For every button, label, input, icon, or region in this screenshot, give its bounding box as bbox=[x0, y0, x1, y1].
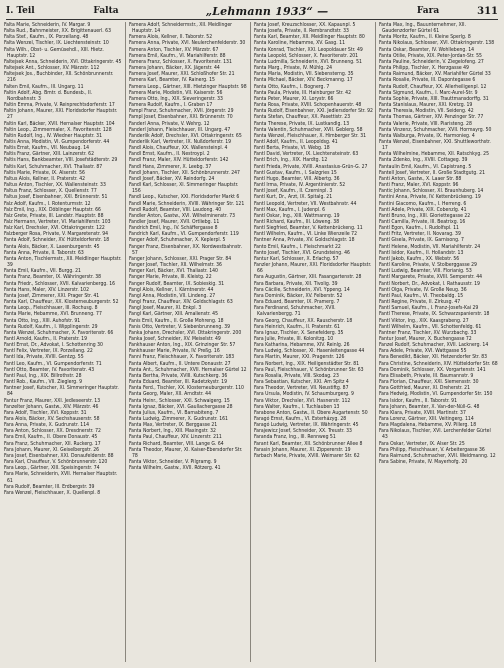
directory-entry: Fanta Friedr., Schlosser, XVII. Kalvarienbergg. 16 bbox=[4, 280, 116, 287]
directory-entry: Famera Emil, Kaufm., VI. Mariahilferstr. 88 bbox=[129, 52, 226, 59]
directory-entry: Faltis Franz, Gärtner, XIII. Lainzerstr. 62 bbox=[4, 151, 94, 158]
directory-entry: Faltejsek Jos., Buchbinder, XII. Schönbrunnerstr. 216 bbox=[4, 71, 114, 84]
directory-entry: Fara Paul, Fleischhauer, V. Schönbrunner Str. 63 bbox=[254, 366, 364, 373]
directory-entry: Fanta Wilhelmine, Hebamme, XII. Ratschkyg. 25 bbox=[379, 151, 489, 158]
directory-entry: Fantl Isidor, Kaufm., II. Hollandstr. 13 bbox=[379, 249, 464, 256]
directory-entry: Fanger Franz, Eisenbahner, XX. Nordwestbahnstr. 57 bbox=[129, 243, 243, 256]
directory-entry: Fantl Paul, Kaufm., VI. Theobaldg. 15 bbox=[379, 292, 464, 299]
directory-entry: Fantl Regine, Private, II. Zirkusg. 47 bbox=[379, 299, 461, 306]
directory-column-2 bbox=[129, 22, 251, 662]
directory-entry: Fanger Johann, Schlosser, XXI. Prager Str. 84 bbox=[129, 255, 232, 262]
directory-entry: Fantl Norbert, Dr., Advokat, I. Rathausstr. 19 bbox=[379, 280, 480, 287]
directory-entry: Fanta Rudolf, Chauffeur, XX. Allerheiligenpl. 12 bbox=[379, 83, 487, 90]
directory-entry: Fara Georg, Chauffeur, XX. Rauscherstr. 18 bbox=[254, 317, 353, 324]
directory-entry: Faragó Ernst, Kaufm., VI. Esterházyg. 28 bbox=[254, 416, 347, 422]
directory-entry: Fanta Otto, Ing., XIII. Auhofstr. 91 bbox=[4, 317, 81, 324]
directory-entry: Fantaulin Emil, Kaufm., VI. Capistrang. 5 bbox=[379, 163, 472, 170]
directory-entry: Fanta Karl, Chauffeur, XX. Klosterneuburgerstr. 52 bbox=[4, 299, 119, 306]
directory-entry: Fanta Otilie, Private, XIX. Peter-Jordan-Str. 55 bbox=[379, 52, 482, 59]
directory-entry: Fanta Sophie, Private, XIII. Trauttmansdorffg. 31 bbox=[379, 95, 489, 102]
directory-entry: Fanta Adolf, Schneider, XV. Hütteldorferstr. 18 bbox=[4, 237, 110, 244]
directory-entry: Fanis Otto, Vertreter, V. Siebenbrunneng. 39 bbox=[129, 323, 231, 330]
directory-entry: Fantl Josef, Kaufm., II. Czerninpl. 3 bbox=[254, 188, 333, 195]
directory-entry: Fandl Johann, Tischler, XII. Schönbrunnerstr. 247 bbox=[129, 169, 240, 176]
directory-entry: Faltejsek Anna, Schneiderin, XVI. Ottakringerstr. 45 bbox=[4, 58, 122, 65]
directory-entry: Fandl Marie, Schneiderin, XVIII. Währinger Str. 121 bbox=[129, 200, 245, 207]
directory-entry: Fantl Viktor, Ing., XIX. Kaasgrabeng. 27 bbox=[379, 317, 469, 324]
directory-entry: Famera Anna, Private, XVI. Neulerchenfelderstr. 30 bbox=[129, 40, 246, 47]
header-title: „Lehmann 1933“ — bbox=[205, 4, 329, 18]
directory-entry: Falta Stef., Kaufm., IX. Porzellang. 48 bbox=[4, 34, 89, 41]
directory-entry: Fantl Fritz, Vertreter, II. Novarag. 39 bbox=[379, 231, 461, 238]
directory-entry: Faltin Karl, Bäcker, XVII. Hernalser Hauptstr. 104 bbox=[4, 120, 115, 127]
directory-entry: Fantl Leo, Kaufm., VI. Gumpendorferstr. 71 bbox=[4, 360, 102, 367]
directory-entry: Famera Marie, Modistin, VII. Kaiserstr. 56 bbox=[129, 89, 223, 96]
directory-entry: Fantl Egon, Kaufm., I. Rudolfspl. 11 bbox=[379, 225, 459, 232]
directory-entry: Fanta Raimund, Bäcker, XV. Mariahilfer Gürtel 33 bbox=[379, 71, 491, 78]
directory-entry: Fara Magdalena, Hebamme, XV. Pillerg. 18 bbox=[379, 422, 477, 429]
directory-entry: Falzberger Rosa, Private, V. Margaretenstr. 94 bbox=[4, 231, 109, 238]
directory-entry: Fantl Arnold, Kaufm., II. Praterstr. 19 bbox=[4, 335, 88, 342]
directory-entry: Fara Augustin, Gärtner, XIII. Fasangartenstr. 28 bbox=[254, 274, 362, 281]
directory-entry: Fantur Josef, Maurer, X. Buchengasse 72 bbox=[379, 335, 472, 342]
directory-entry: Fampl Josef, Eisenbahner, XXI. Brünnerstr. 70 bbox=[129, 114, 233, 121]
directory-entry: Fara Rosalia, Private, VIII. Skodag. 23 bbox=[254, 372, 339, 379]
directory-entry: Fanta Josef, Kreuzschlosser, XX. Kapaunpl. 5 bbox=[254, 22, 356, 28]
header-section-label: I. Teil bbox=[6, 6, 35, 16]
directory-entry: Fantl Paul, Ing., XIX. Billrothstr. 28 bbox=[4, 372, 82, 379]
directory-entry: Famera Rudolf, Kaufm., I. Graben 17 bbox=[129, 102, 213, 109]
directory-entry: Farabone Anton, Gastw., II. Obere Augartenstr. 50 bbox=[254, 409, 368, 416]
directory-entry: Faltus Anton, Tischler, XX. Wallensteinstr. 33 bbox=[4, 182, 106, 189]
directory-entry: Fara Nikolaus, Tischler, XVI. Lerchenfelder Gürtel 43 bbox=[379, 428, 491, 441]
directory-entry: Faltus Alois, Kellner, II. Praterstr. 42 bbox=[4, 175, 86, 182]
directory-entry: Faltin Adolf, Abg. Bmtr. d. Bundesb., II. Nordbahnstr. 3 bbox=[4, 89, 93, 102]
directory-entry: Fara Josef, Eisenbahner, XXI. Donaufelderstr. 88 bbox=[4, 452, 114, 459]
directory-entry: Fanta Stanislaus, Maurer, XXI. Kretzg. 19 bbox=[379, 102, 473, 109]
directory-entry: Fantur Franz, Maurer, XXI. Jedleseerstr. 13 bbox=[4, 397, 101, 404]
directory-entry: Fanta Norbert, Ing., XIII. Maxingstr. 32 bbox=[129, 428, 216, 435]
directory-entry: Fanta Rosa, Private, XVIII. Schopenhauerstr. 48 bbox=[254, 102, 362, 109]
directory-entry: Falz Hermann, Vertreter, VI. Mariahilferstr. 103 bbox=[4, 219, 111, 225]
directory-entry: Fara Walter, Kaufm., I. Tuchlauben 13 bbox=[254, 403, 340, 410]
directory-entry: Fantner Franz, Tischler, XV. Wurzbachg. 33 bbox=[379, 329, 477, 336]
directory-entry: Fanta Georg, Maler, XII. Arndtstr. 44 bbox=[129, 391, 212, 398]
directory-entry: Fara Oskar, Vertreter, IX. Alser Str. 25 bbox=[379, 440, 465, 447]
directory-entry: Fanta Eduard, Beamter, III. Radetzkystr. 19 bbox=[129, 379, 228, 386]
directory-entry: Fantell Josef, Vertreter, II. Große Stadtgutg. 21 bbox=[379, 169, 485, 176]
directory-column-1 bbox=[4, 22, 126, 662]
directory-entry: Fanta Leopold, Schlosser, X. Favoritenstr. 201 bbox=[254, 52, 359, 59]
directory-entry: Fangl Franz, Chauffeur, XIV. Goldschlagstr. 63 bbox=[129, 299, 233, 306]
directory-entry: Fara Heinrich, Kaufm., II. Praterstr. 61 bbox=[254, 323, 340, 330]
directory-entry: Fantl Adolf, Kaufm., II. Leopoldsg. 41 bbox=[254, 138, 338, 145]
directory-entry: Farajewicz Josef, Schneider, XX. Treustr. 33 bbox=[254, 428, 352, 435]
directory-entry: Fantl Karoline, Private, V. Stolberggasse 29 bbox=[379, 262, 477, 269]
directory-entry: Famera Karl, Beamter, IV. Rainerg. 15 bbox=[129, 77, 215, 84]
directory-entry: Fanta Emil, Kaufm., VII. Burgg. 21 bbox=[4, 268, 81, 275]
directory-entry: Falten Emil, Kaufm., III. Ungarg. 11 bbox=[4, 83, 84, 90]
directory-entry: Fantl Leopold, Vertreter, VII. Westbahnstr. 44 bbox=[254, 200, 357, 207]
directory-entry: Falta Wenzel, Tischler, IX. Liechtensteinstr. 10 bbox=[4, 40, 109, 47]
directory-entry: Fanger Marie, Private, III. Kleistg. 22 bbox=[129, 274, 212, 281]
directory-entry: Fantl Wilhelm, Kaufm., VII. Schottenfeldg. 61 bbox=[379, 323, 482, 330]
directory-entry: Fara Karl, Chauffeur, V. Schönbrunnerstr. 120 bbox=[4, 459, 108, 466]
directory-entry: Fanta Maria, Modistin, VII. Siebensterng. 35 bbox=[254, 71, 354, 78]
directory-entry: Fangl Alois, Kellner, I. Kärntnerstr. 44 bbox=[129, 286, 214, 293]
directory-entry: Farant Karl, Beamter, XII. Schönbrunner Allee 8 bbox=[254, 440, 363, 447]
directory-entry: Fara Anton, Schlosser, XX. Dresdnerstr. 72 bbox=[4, 428, 101, 435]
directory-entry: Fara Eduard, Beamter, IX. Pramerg. 7 bbox=[254, 299, 340, 306]
directory-entry: Fanzelter Johann, Gastw., XIV. Märzstr. 46 bbox=[4, 403, 99, 410]
directory-entry: Fandl Hans, Zimmerer, X. Leebg. 37 bbox=[129, 163, 212, 170]
directory-entry: Fanta Julius, Kaufm., VI. Barnabiteng. 7 bbox=[129, 409, 219, 416]
directory-entry: Fanta Bertha, Private, XVIII. Kutschkerg. 36 bbox=[129, 372, 228, 379]
directory-entry: Fanta Valentin, Schuhmacher, XVII. Geblerg. 58 bbox=[254, 126, 363, 133]
directory-entry: Falta Marie, Schneiderin, IV. Margar. 9 bbox=[4, 22, 91, 28]
directory-entry: Falz Adolf, Kaufm., I. Rotenturmstr. 12 bbox=[4, 200, 91, 207]
directory-entry: Fanger Adolf, Schuhmacher, X. Keplerpl. 5 bbox=[129, 237, 226, 244]
directory-entry: Fanta Otto, Kaufm., I. Bognerg. 7 bbox=[254, 83, 330, 90]
directory-entry: Fanderl Johann, Fleischhauer, III. Ungarg. 47 bbox=[129, 126, 231, 133]
directory-entry: Fantl Adele, Private, XIX. Cobenzlg. 41 bbox=[379, 206, 467, 213]
directory-entry: Fara Johann, Maurer, XI. Geiselbergstr. 26 bbox=[4, 446, 100, 453]
directory-entry: Fangl Anna, Modistin, VII. Lindeng. 27 bbox=[129, 292, 216, 299]
directory-entry: Fanta Marg., Private, IV. Mühlg. 24 bbox=[254, 65, 333, 72]
directory-entry: Faltis Marie, Private, IX. Alserstr. 56 bbox=[4, 169, 85, 176]
directory-entry: Fanta Philipp, Tischler, X. Herzgasse 49 bbox=[379, 65, 469, 72]
directory-entry: Fanta Max, Ing., Bauunternehmer, XII. Gaudenzdorfer Gürtel 61 bbox=[379, 22, 466, 35]
directory-entry: Fandl Ernst, Kaufm., II. Nestroypl. 2 bbox=[129, 151, 210, 158]
directory-entry: Fangl Karl, Gärtner, XIII. Amalienstr. 45 bbox=[129, 311, 218, 318]
directory-entry: Fantl Frieda, Private, XVIII. Anastasius-Grün-G. 27 bbox=[254, 163, 368, 170]
directory-entry: Faltin Rudolf, Ing., IV. Wiedner Hauptstr. 31 bbox=[4, 132, 103, 139]
directory-entry: Fantl David, Vertreter, IX. Liechtensteinstr. 63 bbox=[254, 151, 359, 158]
directory-entry: Fanta Heinr., Schlosser, XXI. Schwaigerg. 15 bbox=[129, 397, 230, 404]
directory-entry: Fara Christine, Schneiderin, XIV. Hütteldorfer Str. 68 bbox=[379, 360, 498, 367]
directory-entry: Fantl Olga, Private, IV. Große Neug. 36 bbox=[379, 286, 467, 293]
directory-entry: Fantl Samuel, Kaufm., I. Franz-Josefs-Kai 29 bbox=[379, 305, 479, 312]
directory-column-3 bbox=[254, 22, 376, 662]
directory-entry: Fantl Ida, Private, XVIII. Gentzg. 55 bbox=[4, 354, 84, 361]
directory-entry: Fantl Jakob, Kaufm., XX. Webstr. 56 bbox=[379, 255, 460, 262]
directory-entry: Fantl Hugo, Beamter, VIII. Albertg. 36 bbox=[254, 175, 340, 182]
directory-entry: Fantner Anna, Private, XV. Goldschlagstr. 18 bbox=[254, 237, 355, 244]
directory-entry: Fara Sabine, Private, IV. Mayerhofg. 20 bbox=[379, 459, 468, 466]
directory-entry: Fandrich Emil, Ing., IV. Schäffergasse 8 bbox=[129, 225, 218, 232]
directory-entry: Famera Johann, Bäcker, XX. Jägerstr. 44 bbox=[129, 65, 220, 72]
directory-entry: Fara Lorenz, Gärtner, XIII. Veitingerg. 114 bbox=[379, 416, 474, 422]
directory-entry: Fara Cäcilie, Schneiderin, XVI. Yppeng. 14 bbox=[254, 286, 350, 293]
directory-entry: Fantl Camilla, Private, III. Beatrixg. 16 bbox=[379, 219, 466, 225]
directory-entry: Fantl Helene, Modistin, VII. Mariahilferstr. 24 bbox=[379, 243, 481, 250]
header-last-name-guide: Fara bbox=[416, 6, 440, 16]
directory-entry: Fanta Michael, Bäcker, XIV. Beckmanng. 17 bbox=[254, 77, 353, 84]
directory-entry: Fandl Alois, Chauffeur, XX. Wallensteinpl. 4 bbox=[129, 145, 228, 152]
directory-entry: Fanta Albert, Kaufm., II. Untere Donaustr. 27 bbox=[129, 360, 231, 367]
directory-entry: Faltis Hans, Bankbeamter, VIII. Josefstädterstr. 29 bbox=[4, 157, 118, 164]
directory-entry: Fanta Ferd., Tischler, XX. Klosterneuburgerstr. 110 bbox=[129, 385, 244, 392]
directory-entry: Fara Elisabeth, Private, III. Baumannstr. 9 bbox=[379, 372, 474, 379]
directory-entry: Fanta Valerie, Private, VIII. Piaristeng. 28 bbox=[379, 120, 472, 127]
directory-entry: Faragó Ludwig, Vertreter, IX. Währingerstr. 45 bbox=[254, 422, 359, 429]
directory-entry: Famera Leop., Gärtner, XIII. Hietzinger Hauptstr. 98 bbox=[129, 83, 247, 90]
directory-entry: Fantl Ludwig, Beamter, VIII. Florianig. 53 bbox=[379, 268, 472, 275]
directory-entry: Fanta Viktor, Schneider, V. Pilgramg. 9 bbox=[129, 459, 217, 466]
directory-columns bbox=[4, 22, 500, 662]
directory-entry: Fara Adele, Private, XVI. Wattgasse 55 bbox=[379, 348, 467, 355]
directory-entry: Fara Marie, Schneiderin, XVII. Hernalser Hauptstr. 61 bbox=[4, 471, 118, 484]
directory-entry: Fara Raimund, Schuhmacher, XVII. Weidmanng. 12 bbox=[379, 452, 496, 459]
directory-entry: Famera Alois, Kellner, II. Taborstr. 52 bbox=[129, 34, 213, 41]
directory-entry: Fara Viktor, Drechsler, XVI. Hasnerstr. 112 bbox=[254, 397, 351, 404]
directory-entry: Fanta Nikolaus, Schlosser, XVI. Ottakringerstr. 138 bbox=[379, 40, 495, 47]
directory-entry: Fandler Anton, Gastw., XVI. Wilhelminenstr. 73 bbox=[129, 212, 236, 219]
directory-entry: Fanta Max, Vertreter, IX. Berggasse 21 bbox=[129, 422, 218, 429]
directory-entry: Fanta Moritz, Kaufm., II. Kleine Sperlg. 8 bbox=[379, 34, 471, 41]
directory-entry: Fara Florian, Chauffeur, XXI. Siemensstr. 30 bbox=[379, 379, 479, 386]
directory-entry: Fantl Berta, Private, VI. Webg. 18 bbox=[254, 145, 330, 152]
directory-entry: Fanto Emil, Kaufm., I. Fleischmarkt 22 bbox=[254, 243, 341, 250]
directory-entry: Fanta Karl, Beamter, XII. Meidlinger Hauptstr. 80 bbox=[254, 34, 365, 41]
directory-entry: Fara Leop., Gärtner, XIII. Speisingerstr. 74 bbox=[4, 465, 100, 472]
directory-entry: Fara Franz, Schuhmacher, XII. Ruckerg. 17 bbox=[4, 440, 101, 447]
directory-entry: Fantl Oskar, Ing., XIII. Wattmanng. 19 bbox=[254, 212, 340, 219]
directory-entry: Fanta Franz, Beamter, IX. Währingerstr. 38 bbox=[4, 274, 102, 281]
directory-entry: Faltis Karl, Schuhmacher, XVI. Thaliastr. 87 bbox=[4, 163, 103, 170]
directory-entry: Fandl Karl, Schlosser, XI. Simmeringer Hauptstr. 156 bbox=[129, 182, 239, 195]
directory-entry: Fantl Kurt, Dr., Arzt, IX. Spitalg. 21 bbox=[254, 194, 333, 201]
directory-entry: Fara Philipp, Fleischhauer, V. Arbeitergasse 36 bbox=[379, 446, 485, 453]
directory-entry: Fara Barbara, Private, XII. Tivolig. 39 bbox=[254, 280, 338, 287]
directory-entry: Fara Klara, Private, XVIII. Martinstr. 37 bbox=[379, 409, 466, 416]
directory-entry: Fanderlik Adolf, Drechsler, XVI. Ottakringerstr. 65 bbox=[129, 132, 242, 139]
directory-entry: Fanta Richard, Beamter, VIII. Lange G. 64 bbox=[129, 440, 224, 447]
directory-entry: Fampl Franz, Schuhmacher, XVII. Jörgerstr. 29 bbox=[129, 108, 234, 115]
directory-entry: Fantl Otto, Beamter, IV. Favoritenstr. 43 bbox=[4, 366, 95, 373]
directory-entry: Fanta Konrad, Tischler, XXI. Leopoldauer Str. 49 bbox=[254, 46, 363, 53]
directory-entry: Fangl Josef, Maurer, XI. Enkpl. 3 bbox=[129, 305, 202, 312]
directory-entry: Fanger Josef, Tischler, XII. Wilhelmstr. 36 bbox=[129, 262, 222, 269]
directory-entry: Fandl Josef, Bäcker, XV. Reindorfg. 24 bbox=[129, 175, 215, 182]
directory-entry: Fanti Anton, Gastw., X. Laaer Str. 88 bbox=[379, 175, 462, 182]
directory-entry: Fanta Stefan, Chauffeur, XX. Pasettistr. 23 bbox=[254, 114, 351, 121]
directory-entry: Fara Theodor, Vertreter, VII. Neustiftg. 87 bbox=[254, 385, 349, 392]
page-number: 311 bbox=[477, 5, 498, 17]
directory-entry: Fantl Irma, Private, IV. Argentinierstr. 52 bbox=[254, 182, 346, 189]
directory-entry: Fanta Rosalie, Private, III. Dapontegasse 6 bbox=[379, 77, 476, 84]
directory-entry: Fanta Therese, Private, IX. Lustkandlg. 13 bbox=[254, 120, 350, 127]
directory-entry: Fara Johann, Beamter, X. Van-der-Nüll-G. 48 bbox=[379, 403, 480, 410]
page-header bbox=[6, 3, 498, 20]
directory-entry: Fantl Siegfried, Beamter, V. Kettenbrückeng. 11 bbox=[254, 225, 363, 232]
directory-entry: Fara Ferdinand, Schuhmacher, XVII. Kalvarienbergg. 71 bbox=[254, 305, 336, 318]
directory-entry: Fankhauser Anton, Ing., XIX. Grinzinger Str. 57 bbox=[129, 342, 236, 349]
directory-entry: Fanta Vinzenz, Schuhmacher, XVII. Hormayrg. 50 bbox=[379, 126, 492, 133]
directory-entry: Faltus Franz, Schlosser, X. Quellenstr. 77 bbox=[4, 188, 97, 195]
directory-entry: Fanis Emil, Kaufm., II. Große Mohreng. 18 bbox=[129, 317, 224, 324]
directory-entry: Fankhauser Marie, Private, IV. Preßg. 16 bbox=[129, 348, 220, 355]
directory-entry: Fara Ursula, Modistin, IV. Schaumburgerg. 9 bbox=[254, 391, 354, 398]
directory-entry: Fantl Bruno, Ing., XIII. Gloriettegasse 22 bbox=[379, 212, 471, 219]
directory-entry: Fanta Peter, Maurer, XI. Lorystr. 66 bbox=[254, 95, 334, 102]
directory-entry: Fara Norbert, Ing., XIX. Heiligenstädter Str. 81 bbox=[254, 360, 360, 367]
directory-entry: Fanta Ludmilla, Schneiderin, XVI. Brunneng. 51 bbox=[254, 58, 362, 65]
directory-entry: Fara Ludwig, Schlosser, XI. Hasenleitengasse 44 bbox=[254, 348, 365, 355]
directory-entry: Fara Dominik, Bäcker, XV. Felberstr. 52 bbox=[254, 292, 343, 299]
directory-entry: Faltin Leop., Zimmermaler, X. Favoritenstr. 128 bbox=[4, 126, 112, 133]
directory-entry: Fanzel Rudolf, Schuhmacher, XVII. Lacknerg. 14 bbox=[379, 342, 489, 349]
directory-entry: Fantl Erich, Ing., XIX. Hardtg. 12 bbox=[254, 157, 328, 164]
directory-entry: Fantl Wilhelm, Kaufm., VI. Linke Wienzeile 72 bbox=[254, 231, 357, 238]
directory-entry: Fanka Josef, Schneider, XV. Meiselstr. 49 bbox=[129, 335, 221, 342]
directory-entry: Fara Gottfried, Maurer, XI. Dreherstr. 21 bbox=[379, 385, 470, 392]
directory-entry: Fanta Wenzel, Eisenbahner, XXI. Shuttleworthstr. 17 bbox=[379, 138, 491, 152]
directory-entry: Fandl Franz, Maler, XIV. Hütteldorferstr. 142 bbox=[129, 157, 229, 164]
directory-entry: Fanta Pauline, Schneiderin, V. Ziegelofeng. 27 bbox=[379, 58, 484, 65]
directory-entry: Fara Emil, Kaufm., II. Obere Donaustr. 45 bbox=[4, 434, 98, 441]
directory-entry: Fanta Rudolf, Kaufm., I. Wipplingerstr. 29 bbox=[4, 323, 98, 330]
directory-entry: Fanta Theodor, Maurer, XI. Kaiser-Ebersdorfer Str. 78 bbox=[129, 446, 243, 459]
directory-column-4 bbox=[379, 22, 500, 662]
directory-entry: Fanta Theresia, Modistin, VII. Seideng. 42 bbox=[379, 108, 474, 115]
directory-entry: Faltejsek Ant., Schlosser, XV. Märzstr. 112 bbox=[4, 65, 100, 72]
directory-entry: Fanta Karoline, Hebamme, XV. Gasg. 11 bbox=[254, 40, 345, 47]
directory-entry: Fantner Josef, Kutscher, XI. Simmeringer Hauptstr. 84 bbox=[4, 385, 119, 398]
directory-entry: Famera Josef, Maurer, XXI. Schloßhofer Str. 21 bbox=[129, 71, 235, 78]
directory-entry: Fanta Walburga, Private, IX. Harmonieg. 4 bbox=[379, 132, 475, 139]
directory-entry: Faltis Anna, Modistin, VI. Gumpendorferstr. 44 bbox=[4, 138, 110, 145]
directory-entry: Fara Dominik, Schlosser, XX. Vorgartenstr. 141 bbox=[379, 366, 486, 373]
directory-entry: Fanderlik Karl, Vertreter, IX. Nußdorferstr. 19 bbox=[129, 138, 232, 145]
directory-entry: Fantini Giacomo, Kaufm., I. Herreng. 6 bbox=[379, 200, 467, 207]
directory-entry: Fandl Leop., Kutscher, XXI. Floridsdorfer Markt 6 bbox=[129, 194, 240, 201]
directory-entry: Fanta Wenzel, Schuhmacher, X. Favoritenstr. 66 bbox=[4, 329, 114, 336]
directory-entry: Fanta Ant., Schuhmacher, XVII. Hernalser Gürtel 12 bbox=[129, 366, 247, 373]
directory-entry: Fanta Paula, Private, III. Hainburger Str. 42 bbox=[254, 89, 351, 96]
directory-entry: Fantl Gustav, Kaufm., I. Salzgries 15 bbox=[254, 169, 337, 176]
directory-entry: Fanta Leop., Fleischhauer, III. Rochusg. 8 bbox=[4, 305, 98, 312]
header-first-name-guide: Falta bbox=[93, 6, 119, 16]
directory-entry: Fanta Ignaz, Bäcker, XVI. Gaullachergasse 28 bbox=[129, 403, 233, 410]
directory-entry: Faltis Ernst, Kaufm., VII. Neubaug. 14 bbox=[4, 145, 90, 152]
directory-entry: Famera Anton, Tischler, XV. Märzstr. 67 bbox=[129, 46, 219, 53]
directory-entry: Fara Sebastian, Kutscher, XXI. Am Spitz 4 bbox=[254, 379, 349, 386]
directory-entry: Fanto Josef, Tischler, XVI. Grundsteing. 46 bbox=[254, 249, 350, 256]
directory-entry: Fanta Josefa, Private, II. Rembrandtstr. 33 bbox=[254, 28, 349, 35]
directory-entry: Fandrich Karl, Kaufm., VI. Gumpendorferstr. 119 bbox=[129, 231, 239, 238]
directory-entry: Fanta Sigmund, Kaufm., I. Marc-Aurel-Str. 9 bbox=[379, 89, 478, 96]
directory-entry: Falta Wilh., Obst- u. Gemüsehdl., XIII. Hietz. Hauptstr. 12 bbox=[4, 46, 104, 59]
directory-entry: Falz Karl, Drechsler, XVI. Ottakringerstr. 122 bbox=[4, 225, 105, 232]
directory-entry: Fanta Wilhelm, Gastw., XVII. Rötzerg. 41 bbox=[129, 465, 221, 472]
directory-entry: Fanger Rudolf, Beamter, IX. Sobieskig. 31 bbox=[129, 280, 225, 287]
directory-entry: Fanni Franz, Fleischhauer, X. Favoritenstr. 183 bbox=[129, 354, 235, 361]
directory-entry: Fanta Josef, Zimmerer, XXI. Prager Str. 41 bbox=[4, 292, 100, 299]
directory-entry: Fantl Felix, Vertreter, IX. Porzellang. 22 bbox=[4, 348, 93, 355]
directory-entry: Fara Hedwig, Modistin, VI. Gumpendorfer Str. 150 bbox=[379, 391, 493, 398]
directory-entry: Fantl Margarete, Private, XVIII. Semperstr. 44 bbox=[379, 274, 483, 281]
directory-entry: Falz Grete, Private, III. Landstr. Hauptstr. 88 bbox=[4, 212, 104, 219]
directory-entry: Fanta Thomas, Gärtner, XIV. Penzinger Str. 77 bbox=[379, 114, 484, 121]
directory-entry: Famera Otto, Ing., XIX. Sieveringerstr. 33 bbox=[129, 95, 223, 102]
directory-entry: Fanta Zdenko, Ing., XVIII. Cottageg. 39 bbox=[379, 157, 468, 164]
directory-entry: Fara Ignaz, Tischler, X. Senefelderg. 35 bbox=[254, 329, 344, 336]
directory-entry: Fara Katharina, Hebamme, XIV. Reinlg. 26 bbox=[254, 342, 350, 349]
directory-entry: Fanzler Johann, Maurer, XXI. Floridsdorfer Hauptstr. 66 bbox=[254, 262, 372, 275]
directory-entry: Fanta Paul, Chauffeur, XIV. Linzerstr. 211 bbox=[129, 434, 222, 441]
directory-entry: Falz Emil, Ing., XIX. Döblinger Hauptstr. 66 bbox=[4, 206, 101, 213]
directory-entry: Faltus Josef, Eisenbahner, XXI. Brünnerstr. 51 bbox=[4, 194, 108, 201]
directory-entry: Fara Benedikt, Bäcker, XII. Hetzendorfer Str. 83 bbox=[379, 354, 488, 361]
directory-entry: Falta Rud., Bahnmeister, XX. Brigittenauerl. 63 bbox=[4, 28, 111, 35]
directory-entry: Fanta Oskar, Beamter, IV. Wohllebeng. 14 bbox=[379, 46, 475, 53]
directory-entry: Faltin Emma, Private, V. Reinprechtsdorferstr. 17 bbox=[4, 102, 115, 109]
directory-entry: Fara Martin, Maurer, XXI. Pragerstr. 126 bbox=[254, 354, 345, 361]
directory-entry: Fantic Johann, Schlosser, XI. Braunhuberg. 14 bbox=[379, 188, 484, 195]
directory-entry: Fanta Anna, Private, II. Taborstr. 63 bbox=[4, 249, 84, 256]
directory-entry: Fanta Anton, Tischlermstr., XII. Meidlinger Hauptstr. 39 bbox=[4, 255, 122, 269]
directory-entry: Fanderl Anna, Private, V. Wehrg. 12 bbox=[129, 120, 210, 127]
directory-entry: Fanta Wenzel, Fleischhauer, X. Himberger Str. 31 bbox=[254, 132, 367, 139]
directory-entry: Fantl Richard, Kaufm., III. Löweng. 38 bbox=[254, 219, 340, 225]
directory-entry: Fara Wenzel, Fleischhauer, X. Quellenpl. 8 bbox=[4, 489, 101, 496]
directory-entry: Fanta Marie, Hebamme, XVI. Brunneng. 77 bbox=[4, 311, 102, 318]
directory-entry: Farasin Johann, Maurer, XI. Zippererstr. 19 bbox=[254, 446, 351, 453]
directory-entry: Fanta Hans, Maler, XIV. Linzerstr. 102 bbox=[4, 286, 90, 293]
directory-entry: Fanta Ludwig, Zimmerer, X. Gudrunstr. 161 bbox=[129, 416, 228, 422]
directory-entry: Faltin Johann, Maurer, XXI. Floridsdorfer Hauptstr. 27 bbox=[4, 108, 118, 121]
directory-entry: Famera Adolf, Schneidermstr., XII. Meidlinger Hauptstr. 14 bbox=[129, 22, 233, 35]
directory-entry: Famera Franz, Schlosser, X. Favoritenstr. 131 bbox=[129, 58, 232, 65]
directory-entry: Fandler Josef, Maurer, XVII. Ortliebg. 11 bbox=[129, 219, 220, 225]
directory-entry: Fantl Gisela, Private, IX. Garnisong. 7 bbox=[379, 237, 464, 244]
directory-entry: Fara Rudolf, Beamter, III. Erdbergstr. 39 bbox=[4, 483, 95, 490]
directory-entry: Fara Julie, Private, III. Kolonitzg. 10 bbox=[254, 335, 334, 342]
directory-entry: Fara Alois, Bäcker, XV. Sechshauserstr. 58 bbox=[4, 416, 100, 422]
directory-entry: Fanger Karl, Bäcker, XVI. Thaliastr. 140 bbox=[129, 268, 218, 275]
directory-entry: Fanti Franz, Maler, XVI. Koppstr. 96 bbox=[379, 182, 459, 189]
directory-entry: Farbach Marie, Private, XVIII. Weimarer Str. 62 bbox=[254, 452, 360, 459]
directory-entry: Fantl Therese, Private, IX. Schwarzspanierstr. 18 bbox=[379, 311, 490, 318]
directory-entry: Faranda Franz, Ing., III. Rennweg 51 bbox=[254, 434, 336, 441]
directory-entry: Fantini Anna, Private, IV. Kettenbrückeng. 19 bbox=[379, 194, 481, 201]
directory-entry: Fara Anna, Private, X. Gudrunstr. 114 bbox=[4, 422, 90, 429]
directory-entry: Fara Isidor, Kaufm., II. Taborstr. 91 bbox=[379, 397, 458, 404]
directory-entry: Fandl Rudolf, Beamter, VIII. Laudong. 40 bbox=[129, 206, 222, 213]
directory-entry: Fantl Ernst, Dr., Advokat, I. Schottenring 30 bbox=[4, 342, 103, 349]
directory-entry: Fanta Rudolf, Eisenbahner, XXI. Jedlersdorfer Str. 92 bbox=[254, 108, 373, 115]
directory-entry: Fantur Karl, Schlosser, X. Erlachg. 57 bbox=[254, 255, 339, 262]
directory-entry: Fanka Johann, Drechsler, XVI. Ottakringerstr. 200 bbox=[129, 329, 242, 336]
directory-entry: Fanta Alois, Bäcker, X. Laxenburgerstr. 45 bbox=[4, 243, 100, 250]
directory-entry: Fara Adolf, Tischler, XVI. Koppstr. 31 bbox=[4, 409, 87, 416]
directory-entry: Fantl Rob., Kaufm., VII. Zieglerg. 9 bbox=[4, 379, 83, 386]
directory-entry: Fantl Max, Kaufm., I. Judenpl. 6 bbox=[254, 206, 326, 213]
